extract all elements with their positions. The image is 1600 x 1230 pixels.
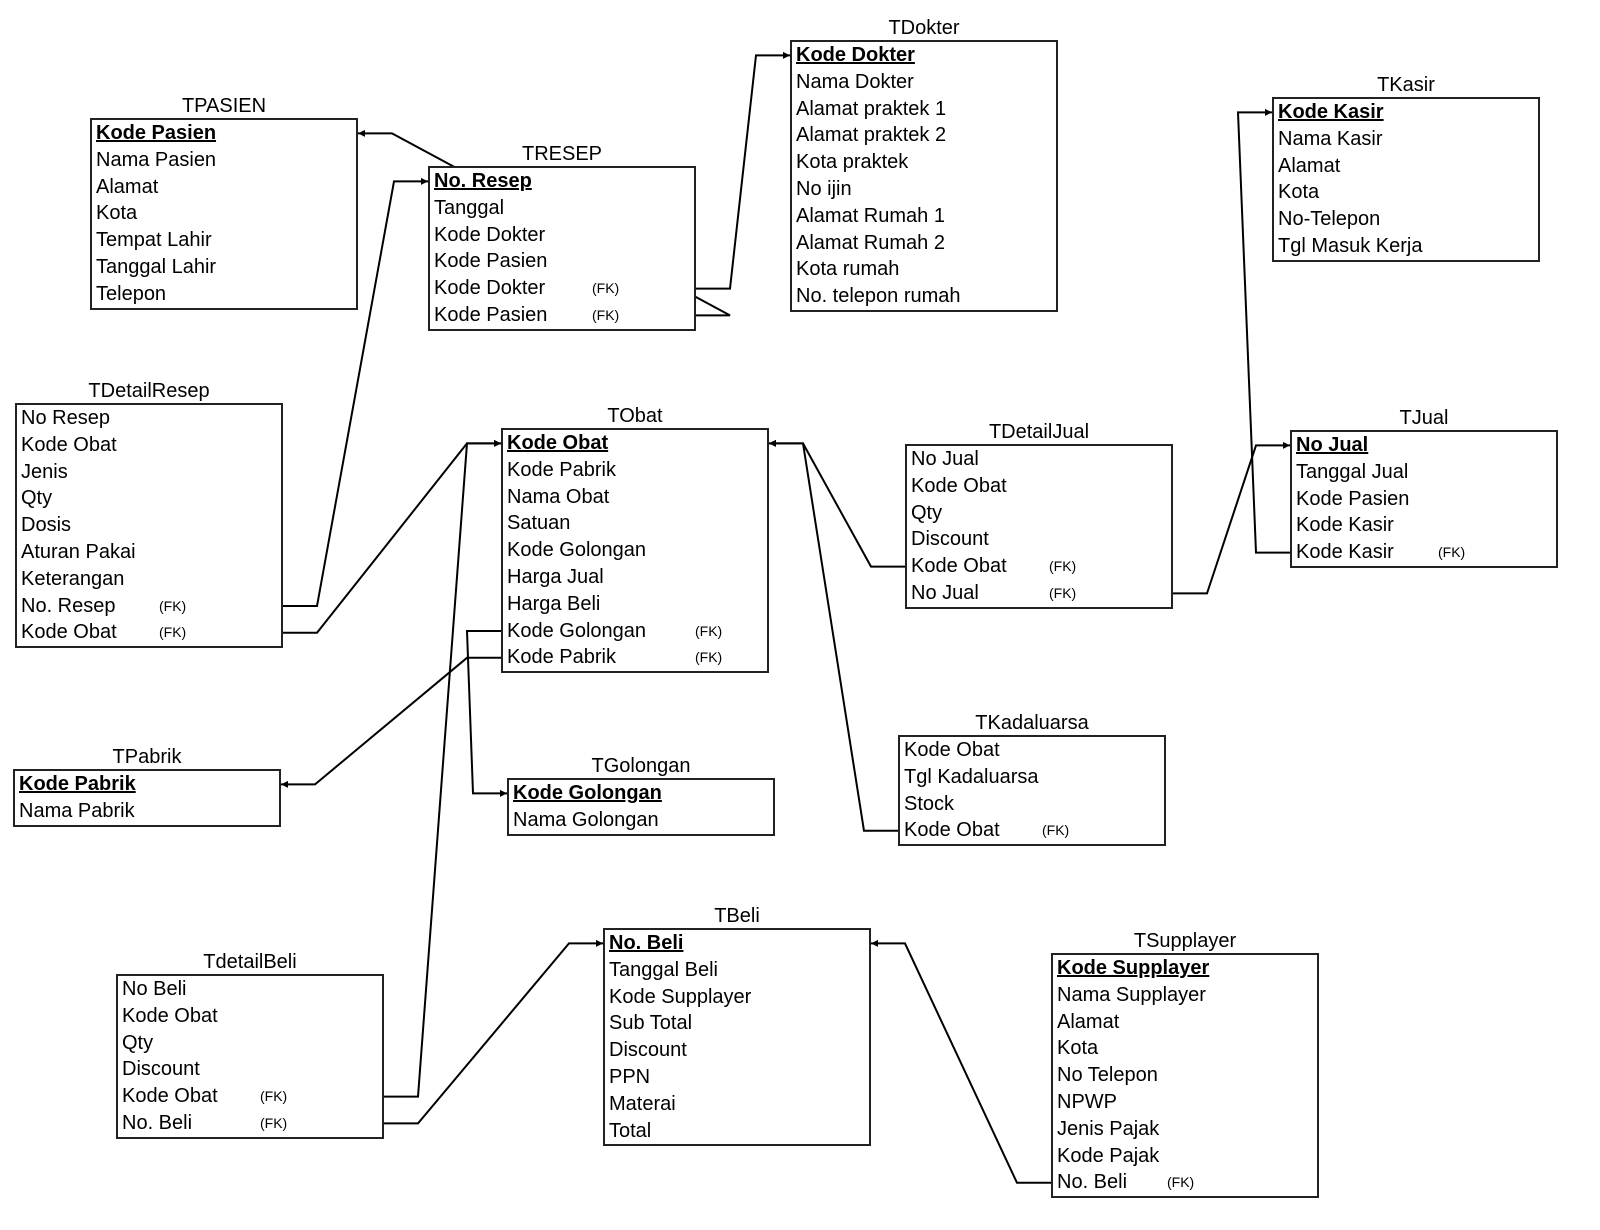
relation-tdetailresep-to-tobat <box>283 443 501 632</box>
attribute <box>1278 233 1534 260</box>
attribute-label: Kode Pasien <box>1296 487 1410 510</box>
primary-key-attribute <box>19 771 275 798</box>
entity-tkadaluarsa <box>898 712 1166 846</box>
attribute-label: Harga Beli <box>507 592 601 615</box>
attribute-label: No. telepon rumah <box>796 285 961 308</box>
entity-box <box>90 118 358 310</box>
entity-box <box>1051 953 1319 1198</box>
attribute <box>1278 126 1534 153</box>
attribute <box>796 96 1052 123</box>
attribute-label: Qty <box>122 1031 154 1054</box>
attribute <box>21 566 277 593</box>
attribute <box>1057 982 1313 1009</box>
entity-title: TObat <box>607 405 663 427</box>
attribute-label: Kode Obat <box>122 1085 218 1108</box>
attribute <box>507 510 763 537</box>
entity-box <box>13 769 281 827</box>
attribute <box>609 1064 865 1091</box>
attribute-label: Jenis <box>21 460 68 483</box>
fk-marker: (FK) <box>592 280 620 297</box>
attribute <box>609 984 865 1011</box>
attribute-label: No. Beli <box>609 932 684 954</box>
entity-title: TdetailBeli <box>203 951 297 973</box>
attribute-label: Kode Pabrik <box>19 773 136 795</box>
attribute <box>609 1118 865 1145</box>
attribute-label: Tanggal Jual <box>1296 460 1409 483</box>
attribute <box>434 302 690 329</box>
attribute-label: Alamat <box>1057 1010 1120 1033</box>
attribute-label: Kode Pasien <box>96 122 217 144</box>
attribute-label: Qty <box>21 487 53 510</box>
attribute-label: Kode Golongan <box>507 539 647 562</box>
attribute <box>1057 1169 1313 1196</box>
attribute <box>96 254 352 281</box>
attribute-label: Kode Obat <box>21 433 117 456</box>
attribute-label: Nama Pasien <box>96 148 217 171</box>
attribute <box>796 203 1052 230</box>
attribute-label: Kode Pabrik <box>507 458 616 481</box>
attribute <box>434 222 690 249</box>
attribute-label: Alamat Rumah 2 <box>796 231 945 254</box>
attribute-label: Nama Golongan <box>513 808 659 831</box>
attribute-label: Kode Pasien <box>434 250 548 273</box>
entity-tdetailbeli <box>116 951 384 1139</box>
attribute <box>507 564 763 591</box>
attribute <box>96 200 352 227</box>
fk-marker: (FK) <box>592 306 620 323</box>
attribute-label: Kode Obat <box>21 621 117 644</box>
attribute-label: Alamat <box>96 175 159 198</box>
attribute <box>122 1083 378 1110</box>
entity-tobat <box>501 405 769 673</box>
attribute-label: Telepon <box>96 282 167 305</box>
entity-box <box>905 444 1173 609</box>
entity-tdetailresep <box>15 380 283 648</box>
attribute <box>904 791 1160 818</box>
entity-box <box>898 735 1166 846</box>
attribute-label: No. Resep <box>21 594 116 617</box>
attribute <box>911 473 1167 500</box>
attribute <box>96 174 352 201</box>
attribute <box>911 446 1167 473</box>
attribute-label: No Jual <box>1296 434 1369 456</box>
entity-tsupplayer <box>1051 930 1319 1198</box>
fk-marker: (FK) <box>1167 1174 1195 1191</box>
attribute <box>21 405 277 432</box>
entity-tdetailjual <box>905 421 1173 609</box>
entity-title: TKasir <box>1377 74 1435 96</box>
attribute-label: Nama Dokter <box>796 70 914 93</box>
attribute <box>434 248 690 275</box>
attribute <box>911 580 1167 607</box>
attribute-label: Kode Kasir <box>1278 101 1384 123</box>
attribute-label: Nama Kasir <box>1278 127 1383 150</box>
attribute-label: Kode Pajak <box>1057 1144 1160 1167</box>
attribute <box>609 957 865 984</box>
attribute <box>1057 1089 1313 1116</box>
primary-key-attribute <box>609 930 865 957</box>
attribute-label: Tempat Lahir <box>96 229 212 252</box>
primary-key-attribute <box>796 42 1052 69</box>
attribute <box>21 432 277 459</box>
attribute <box>904 817 1160 844</box>
fk-marker: (FK) <box>695 622 723 639</box>
attribute <box>513 807 769 834</box>
attribute-label: Alamat praktek 1 <box>796 97 947 120</box>
attribute <box>796 149 1052 176</box>
attribute-label: Satuan <box>507 512 571 535</box>
fk-marker: (FK) <box>159 624 187 641</box>
entity-tresep <box>428 143 696 331</box>
attribute-label: No Jual <box>911 581 979 604</box>
attribute <box>122 1030 378 1057</box>
attribute-label: Alamat Rumah 1 <box>796 204 945 227</box>
attribute <box>122 1003 378 1030</box>
attribute <box>1057 1062 1313 1089</box>
attribute-label: Tgl Kadaluarsa <box>904 765 1039 788</box>
attribute-label: Kode Pasien <box>434 303 548 326</box>
attribute <box>122 1110 378 1137</box>
attribute-label: Kode Supplayer <box>609 985 752 1008</box>
attribute <box>1057 1116 1313 1143</box>
attribute-label: Kode Kasir <box>1296 514 1394 537</box>
attribute <box>21 485 277 512</box>
attribute-label: Harga Jual <box>507 565 604 588</box>
entity-box <box>428 166 696 331</box>
attribute-label: Kota praktek <box>796 151 909 174</box>
fk-marker: (FK) <box>1049 558 1077 575</box>
attribute <box>122 976 378 1003</box>
attribute <box>1057 1143 1313 1170</box>
entity-tdokter <box>790 17 1058 312</box>
attribute-label: Materai <box>609 1092 676 1115</box>
fk-marker: (FK) <box>159 597 187 614</box>
attribute-label: Kota <box>96 202 138 225</box>
attribute-label: Kode Pabrik <box>507 646 616 669</box>
attribute <box>19 798 275 825</box>
attribute <box>507 591 763 618</box>
attribute-label: No. Beli <box>1057 1171 1128 1194</box>
attribute <box>1278 206 1534 233</box>
attribute <box>1278 153 1534 180</box>
entity-tpasien <box>90 95 358 310</box>
entity-title: TDetailJual <box>988 421 1090 443</box>
attribute-label: Kode Obat <box>911 555 1007 578</box>
attribute <box>96 227 352 254</box>
attribute-label: Kota rumah <box>796 258 900 281</box>
primary-key-attribute <box>96 120 352 147</box>
attribute-label: Nama Obat <box>507 485 610 508</box>
attribute <box>507 618 763 645</box>
entity-tpabrik <box>13 746 281 827</box>
attribute-label: Tanggal Beli <box>609 958 718 981</box>
fk-marker: (FK) <box>260 1088 288 1105</box>
attribute-label: Nama Supplayer <box>1057 983 1206 1006</box>
attribute <box>1296 539 1552 566</box>
fk-marker: (FK) <box>260 1114 288 1131</box>
relation-tdetailjual-to-tjual <box>1173 445 1290 593</box>
attribute <box>96 281 352 308</box>
entity-title: TDokter <box>888 17 960 39</box>
attribute <box>122 1056 378 1083</box>
relation-tresep-to-tdokter <box>696 55 790 288</box>
attribute-label: Keterangan <box>21 567 125 590</box>
fk-marker: (FK) <box>1042 822 1070 839</box>
attribute <box>434 195 690 222</box>
entity-tkasir <box>1272 74 1540 262</box>
attribute-label: Tanggal Lahir <box>96 255 217 278</box>
attribute-label: Alamat <box>1278 154 1341 177</box>
attribute-label: Kota <box>1278 181 1320 204</box>
attribute <box>96 147 352 174</box>
attribute <box>507 457 763 484</box>
attribute <box>911 526 1167 553</box>
attribute <box>796 230 1052 257</box>
entity-box <box>1272 97 1540 262</box>
attribute <box>1296 486 1552 513</box>
attribute <box>609 1091 865 1118</box>
attribute <box>609 1037 865 1064</box>
attribute <box>796 176 1052 203</box>
attribute-label: Dosis <box>21 514 72 537</box>
entity-box <box>603 928 871 1146</box>
attribute <box>507 484 763 511</box>
primary-key-attribute <box>434 168 690 195</box>
attribute-label: Sub Total <box>609 1012 693 1035</box>
entity-title: TDetailResep <box>88 380 210 402</box>
attribute-label: Kode Obat <box>507 432 609 454</box>
attribute-label: No Telepon <box>1057 1064 1158 1087</box>
attribute-label: Kode Golongan <box>507 619 647 642</box>
attribute-label: Discount <box>609 1039 687 1062</box>
attribute <box>1296 512 1552 539</box>
attribute <box>904 737 1160 764</box>
entity-box <box>790 40 1058 312</box>
attribute-label: Kode Dokter <box>796 44 915 66</box>
attribute <box>1057 1035 1313 1062</box>
attribute-label: Kode Obat <box>911 474 1007 497</box>
attribute <box>21 539 277 566</box>
attribute <box>507 644 763 671</box>
entity-tjual <box>1290 407 1558 568</box>
attribute-label: Kode Dokter <box>434 223 546 246</box>
attribute <box>796 69 1052 96</box>
entity-title: TGolongan <box>591 755 691 777</box>
attribute-label: Total <box>609 1119 652 1142</box>
attribute <box>911 553 1167 580</box>
relation-tsupplayer-to-tbeli <box>871 943 1051 1182</box>
attribute-label: Aturan Pakai <box>21 540 136 563</box>
attribute <box>1057 1009 1313 1036</box>
relation-tkadaluarsa-to-tobat <box>769 443 898 830</box>
attribute <box>434 275 690 302</box>
attribute <box>1296 459 1552 486</box>
attribute-label: Kode Obat <box>904 739 1000 761</box>
primary-key-attribute <box>513 780 769 807</box>
attribute-label: Kota <box>1057 1037 1099 1060</box>
entity-title: TPASIEN <box>181 95 267 117</box>
attribute-label: No Resep <box>21 407 110 429</box>
entity-title: TRESEP <box>521 143 603 165</box>
attribute-label: Kode Supplayer <box>1057 957 1210 979</box>
entity-title: TKadaluarsa <box>975 712 1089 734</box>
attribute <box>796 256 1052 283</box>
attribute <box>911 500 1167 527</box>
primary-key-attribute <box>507 430 763 457</box>
attribute-label: No Jual <box>911 448 979 470</box>
attribute-label: Alamat praktek 2 <box>796 124 947 147</box>
entity-box <box>1290 430 1558 568</box>
fk-marker: (FK) <box>1438 544 1466 561</box>
attribute-label: NPWP <box>1057 1090 1117 1113</box>
entity-title: TJual <box>1399 407 1449 429</box>
attribute-label: No. Beli <box>122 1111 193 1134</box>
primary-key-attribute <box>1296 432 1552 459</box>
fk-marker: (FK) <box>695 649 723 666</box>
attribute <box>796 122 1052 149</box>
attribute-label: Kode Kasir <box>1296 541 1394 564</box>
relation-tdetailbeli-to-tobat <box>384 443 501 1096</box>
attribute <box>796 283 1052 310</box>
attribute-label: Discount <box>911 528 989 551</box>
attribute <box>21 593 277 620</box>
attribute <box>21 459 277 486</box>
entity-title: TBeli <box>714 905 760 927</box>
attribute-label: No. Resep <box>434 170 532 192</box>
attribute-label: Kode Dokter <box>434 277 546 300</box>
entity-box <box>501 428 769 673</box>
attribute-label: PPN <box>609 1065 651 1088</box>
attribute-label: Discount <box>122 1058 200 1081</box>
attribute-label: Kode Obat <box>122 1004 218 1027</box>
entity-title: TSupplayer <box>1133 930 1237 952</box>
attribute <box>21 619 277 646</box>
attribute-label: Tgl Masuk Kerja <box>1278 234 1423 257</box>
entity-box <box>15 403 283 648</box>
attribute-label: Tanggal <box>434 196 505 219</box>
attribute-label: Stock <box>904 792 955 815</box>
attribute-label: No ijin <box>796 177 852 200</box>
entity-title: TPabrik <box>112 746 182 768</box>
fk-marker: (FK) <box>1049 584 1077 601</box>
attribute-label: No Beli <box>122 978 187 1000</box>
attribute-label: Qty <box>911 501 943 524</box>
attribute <box>1278 179 1534 206</box>
attribute <box>507 537 763 564</box>
attribute <box>21 512 277 539</box>
attribute <box>904 764 1160 791</box>
primary-key-attribute <box>1278 99 1534 126</box>
attribute-label: No-Telepon <box>1278 208 1381 231</box>
attribute <box>609 1010 865 1037</box>
attribute-label: Kode Golongan <box>513 782 662 804</box>
attribute-label: Nama Pabrik <box>19 799 135 822</box>
entity-box <box>507 778 775 836</box>
entity-tgolongan <box>507 755 775 836</box>
entity-tbeli <box>603 905 871 1146</box>
attribute-label: Kode Obat <box>904 819 1000 842</box>
primary-key-attribute <box>1057 955 1313 982</box>
entity-box <box>116 974 384 1139</box>
relation-tdetailjual-to-tobat <box>769 443 905 566</box>
attribute-label: Jenis Pajak <box>1057 1117 1160 1140</box>
